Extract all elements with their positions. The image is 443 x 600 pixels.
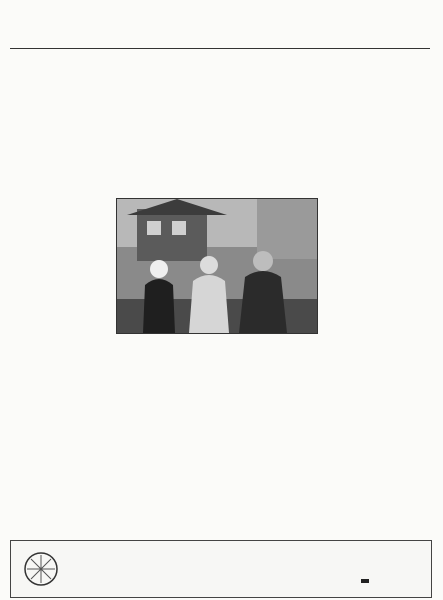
header-rule	[10, 48, 430, 49]
article-column-2	[116, 342, 212, 537]
ornament-icon	[21, 549, 61, 589]
article-column-4	[322, 196, 430, 536]
newspaper-logo	[361, 579, 369, 583]
footer-box	[10, 540, 432, 598]
article-column-1	[12, 160, 102, 580]
photo-three-men-illustration	[117, 199, 317, 333]
article-column-3	[218, 342, 316, 537]
article-photo	[116, 198, 318, 334]
